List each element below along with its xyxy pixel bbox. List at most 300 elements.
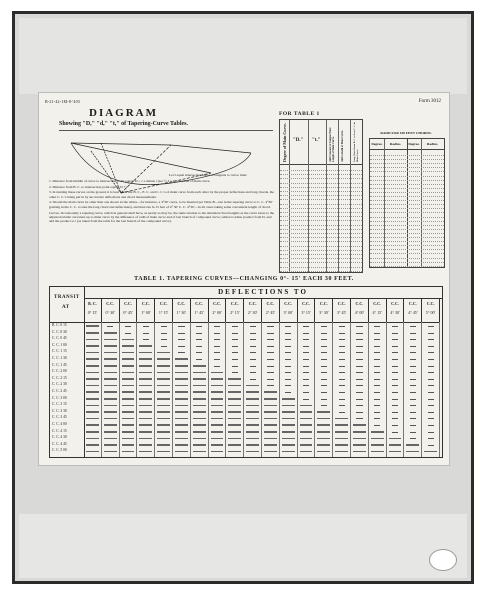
- empty-cell-dash: [143, 326, 149, 327]
- empty-cell-dash: [410, 425, 416, 426]
- empty-cell-dash: [356, 412, 362, 413]
- illegible-cell-value: [211, 444, 224, 446]
- illegible-cell-value: [300, 418, 313, 420]
- empty-cell-dash: [374, 346, 380, 347]
- empty-cell-dash: [285, 326, 291, 327]
- row-label: B. C. 0 15: [52, 323, 67, 327]
- column-degree-label: 2° 15': [230, 310, 240, 315]
- empty-cell-dash: [374, 385, 380, 386]
- illegible-cell-value: [371, 444, 384, 446]
- row-label: C. C. 0 30: [52, 329, 67, 334]
- illegible-cell-value: [264, 405, 277, 407]
- note-paragraph: 2. Distance from B. C. to intersection point equals D + t.: [49, 184, 129, 189]
- empty-cell-dash: [356, 333, 362, 334]
- illegible-cell-value: [317, 424, 330, 426]
- column-point-label: C.C.: [408, 301, 417, 306]
- empty-cell-dash: [267, 359, 273, 360]
- column-point-label: C.C.: [319, 301, 328, 306]
- note-paragraph: Curves. Occasionally a tapering curve, which in general shall have, as nearly as may be, the same relation to the tabulated chord lengths as the curve bears to the adjusted tabular curvature up to main curve by the difference of radii of main curve and of last branch of compound curve; subtract radius product from D, and add the product to t (as taken from the table for the last branch of the compound curve).: [49, 210, 275, 224]
- empty-cell-dash: [321, 392, 327, 393]
- illegible-cell-value: [157, 444, 170, 446]
- empty-cell-dash: [374, 359, 380, 360]
- radii-col-header: Radius.: [389, 142, 402, 146]
- empty-cell-dash: [339, 385, 345, 386]
- empty-cell-dash: [214, 346, 220, 347]
- illegible-cell-value: [211, 451, 224, 453]
- empty-cell-dash: [161, 346, 167, 347]
- empty-cell-dash: [374, 412, 380, 413]
- illegible-cell-value: [86, 444, 99, 446]
- row-label: C. C. 3 45: [52, 415, 67, 420]
- transit-label: TRANSIT: [54, 295, 80, 300]
- empty-cell-dash: [356, 339, 362, 340]
- row-label: C. C. 2 30: [52, 382, 67, 387]
- empty-cell-dash: [321, 339, 327, 340]
- empty-cell-dash: [392, 366, 398, 367]
- column-point-label: C.C.: [302, 301, 310, 306]
- empty-cell-dash: [250, 372, 256, 373]
- deflection-column: [404, 322, 422, 457]
- deflection-column-header: [137, 298, 155, 323]
- row-label: C. C. 0 45: [52, 336, 67, 341]
- illegible-cell-value: [122, 345, 135, 347]
- empty-cell-dash: [321, 326, 327, 327]
- illegible-cell-value: [157, 391, 170, 393]
- empty-cell-dash: [392, 326, 398, 327]
- illegible-cell-value: [389, 451, 402, 453]
- illegible-cell-value: [157, 365, 170, 367]
- empty-cell-dash: [250, 366, 256, 367]
- illegible-cell-value: [122, 411, 135, 413]
- illegible-cell-value: [246, 444, 259, 446]
- empty-cell-dash: [285, 339, 291, 340]
- document-sheet: [38, 92, 450, 466]
- illegible-cell-value: [86, 418, 99, 420]
- empty-cell-dash: [267, 372, 273, 373]
- column-degree-label: 3° 00': [283, 310, 293, 315]
- illegible-cell-value: [104, 444, 117, 446]
- at-label: AT: [62, 305, 70, 310]
- empty-cell-dash: [250, 326, 256, 327]
- illegible-cell-value: [193, 444, 206, 446]
- bottom-margin-band: [19, 514, 467, 578]
- empty-cell-dash: [125, 333, 131, 334]
- illegible-cell-value: [228, 418, 241, 420]
- empty-cell-dash: [232, 326, 238, 327]
- illegible-cell-value: [193, 418, 206, 420]
- illegible-cell-value: [86, 325, 99, 327]
- empty-cell-dash: [250, 339, 256, 340]
- illegible-cell-value: [228, 385, 241, 387]
- illegible-cell-value: [353, 444, 366, 446]
- illegible-cell-value: [157, 352, 170, 354]
- empty-cell-dash: [303, 392, 309, 393]
- illegible-cell-value: [264, 451, 277, 453]
- illegible-cell-value: [175, 398, 188, 400]
- empty-cell-dash: [285, 359, 291, 360]
- empty-cell-dash: [374, 352, 380, 353]
- illegible-cell-value: [228, 424, 241, 426]
- table1: [279, 119, 363, 273]
- illegible-cell-value: [211, 385, 224, 387]
- empty-cell-dash: [356, 392, 362, 393]
- illegible-cell-value: [157, 438, 170, 440]
- illegible-cell-value: [193, 378, 206, 380]
- empty-cell-dash: [303, 399, 309, 400]
- empty-cell-dash: [339, 366, 345, 367]
- empty-cell-dash: [428, 366, 434, 367]
- illegible-cell-value: [282, 438, 295, 440]
- illegible-cell-value: [157, 398, 170, 400]
- empty-cell-dash: [392, 379, 398, 380]
- column-point-label: C.C.: [177, 301, 186, 306]
- deflection-column-header: [404, 298, 422, 323]
- illegible-cell-value: [228, 411, 241, 413]
- divider: [59, 130, 273, 131]
- note-paragraph: Let I equal intersection angle of tangents to curve, then:: [169, 173, 248, 177]
- illegible-cell-value: [211, 411, 224, 413]
- empty-cell-dash: [356, 326, 362, 327]
- illegible-cell-value: [246, 418, 259, 420]
- empty-cell-dash: [303, 372, 309, 373]
- empty-cell-dash: [339, 326, 345, 327]
- empty-cell-dash: [196, 333, 202, 334]
- empty-cell-dash: [250, 359, 256, 360]
- illegible-cell-value: [300, 451, 313, 453]
- illegible-cell-value: [300, 438, 313, 440]
- illegible-cell-value: [86, 431, 99, 433]
- illegible-cell-value: [246, 385, 259, 387]
- tangent-line: [171, 145, 251, 153]
- chord-line: [71, 143, 211, 173]
- empty-cell-dash: [303, 359, 309, 360]
- transit-header: [50, 287, 85, 323]
- empty-cell-dash: [250, 346, 256, 347]
- column-degree-label: 2° 45': [265, 310, 276, 315]
- illegible-cell-value: [139, 358, 152, 360]
- deflection-column-header: [387, 298, 405, 323]
- empty-cell-dash: [339, 339, 345, 340]
- illegible-cell-value: [122, 438, 135, 440]
- illegible-cell-value: [193, 385, 206, 387]
- deflection-column-header: [422, 298, 440, 323]
- empty-cell-dash: [410, 359, 416, 360]
- column-point-label: C.C.: [355, 301, 364, 306]
- empty-cell-dash: [410, 333, 416, 334]
- empty-cell-dash: [321, 346, 327, 347]
- illegible-cell-value: [139, 352, 152, 354]
- table2: [49, 286, 443, 458]
- empty-cell-dash: [392, 333, 398, 334]
- empty-cell-dash: [374, 339, 380, 340]
- deflection-column-header: [315, 298, 333, 323]
- empty-cell-dash: [410, 418, 416, 419]
- deflection-column-header: [84, 298, 102, 323]
- radii-table-title: RADII FOR 100 FEET CHORDS.: [380, 131, 432, 135]
- illegible-cell-value: [193, 411, 206, 413]
- column-degree-label: 0° 30': [105, 310, 115, 315]
- empty-cell-dash: [410, 385, 416, 386]
- table1-title: FOR TABLE 1: [279, 111, 320, 117]
- radii-table: [369, 138, 445, 268]
- empty-cell-dash: [303, 339, 309, 340]
- empty-cell-dash: [374, 326, 380, 327]
- empty-cell-dash: [321, 333, 327, 334]
- empty-cell-dash: [321, 352, 327, 353]
- illegible-cell-value: [282, 431, 295, 433]
- empty-cell-dash: [428, 379, 434, 380]
- column-degree-label: 5° 00': [425, 310, 436, 315]
- column-point-label: C.C.: [141, 301, 150, 306]
- illegible-cell-value: [175, 451, 188, 453]
- table1-col-header: Add to Radii of Main Curve.: [341, 130, 344, 162]
- illegible-cell-value: [300, 431, 313, 433]
- notes-block: [49, 173, 277, 225]
- illegible-cell-value: [264, 438, 277, 440]
- deflection-column-header: [226, 298, 244, 323]
- illegible-cell-value: [211, 418, 224, 420]
- empty-cell-dash: [428, 432, 434, 433]
- empty-cell-dash: [392, 346, 398, 347]
- illegible-cell-value: [139, 385, 152, 387]
- empty-cell-dash: [303, 352, 309, 353]
- empty-cell-dash: [374, 418, 380, 419]
- empty-cell-dash: [428, 405, 434, 406]
- illegible-cell-value: [122, 431, 135, 433]
- illegible-cell-value: [246, 438, 259, 440]
- empty-cell-dash: [250, 352, 256, 353]
- illegible-cell-value: [264, 411, 277, 413]
- illegible-cell-value: [139, 378, 152, 380]
- empty-cell-dash: [303, 333, 309, 334]
- empty-cell-dash: [285, 366, 291, 367]
- empty-cell-dash: [428, 346, 434, 347]
- empty-cell-dash: [339, 352, 345, 353]
- empty-cell-dash: [428, 418, 434, 419]
- illegible-cell-value: [371, 438, 384, 440]
- row-label: C. C. 2 15: [52, 375, 67, 380]
- empty-cell-dash: [303, 385, 309, 386]
- illegible-cell-value: [139, 438, 152, 440]
- empty-cell-dash: [232, 352, 238, 353]
- empty-cell-dash: [285, 346, 291, 347]
- empty-cell-dash: [356, 352, 362, 353]
- empty-cell-dash: [392, 432, 398, 433]
- illegible-cell-value: [211, 372, 224, 374]
- empty-cell-dash: [232, 346, 238, 347]
- illegible-cell-value: [104, 418, 117, 420]
- column-degree-label: 0° 45': [123, 310, 133, 315]
- empty-cell-dash: [428, 445, 434, 446]
- table2-body: [50, 322, 442, 457]
- empty-cell-dash: [374, 399, 380, 400]
- empty-cell-dash: [267, 339, 273, 340]
- column-point-label: C.C.: [337, 301, 346, 306]
- note-paragraph: 3. In running these curves on the ground, it is best to fix the B. C., E. C. and C. C.'s of main curve from each other by the proper deflections and long chords, the other C. C.'s being put in by successive deflections and chord measurements.: [49, 190, 274, 199]
- empty-cell-dash: [392, 418, 398, 419]
- column-degree-label: 3° 30': [319, 310, 329, 315]
- empty-cell-dash: [392, 385, 398, 386]
- row-label: C. C. 1 30: [52, 356, 67, 360]
- illegible-cell-value: [86, 339, 99, 341]
- column-degree-label: 1° 15': [158, 310, 169, 315]
- empty-cell-dash: [267, 385, 273, 386]
- illegible-cell-value: [104, 378, 117, 380]
- row-label: C. C. 1 15: [52, 349, 67, 354]
- illegible-cell-value: [86, 358, 99, 360]
- empty-cell-dash: [356, 418, 362, 419]
- illegible-cell-value: [157, 451, 170, 453]
- empty-cell-dash: [356, 405, 362, 406]
- illegible-cell-value: [406, 444, 419, 446]
- illegible-cell-value: [122, 365, 135, 367]
- column-point-label: C.C.: [124, 301, 132, 306]
- column-point-label: C.C.: [159, 301, 168, 306]
- empty-cell-dash: [321, 399, 327, 400]
- column-degree-label: 1° 45': [194, 310, 204, 315]
- illegible-cell-value: [211, 438, 224, 440]
- illegible-cell-value: [246, 451, 259, 453]
- illegible-cell-value: [122, 424, 135, 426]
- empty-cell-dash: [392, 412, 398, 413]
- illegible-cell-value: [122, 378, 135, 380]
- illegible-cell-value: [282, 444, 295, 446]
- illegible-cell-value: [211, 431, 224, 433]
- row-label: C. C. 3 00: [52, 395, 67, 400]
- illegible-cell-value: [104, 332, 117, 334]
- illegible-cell-value: [139, 345, 152, 347]
- empty-cell-dash: [392, 425, 398, 426]
- empty-cell-dash: [303, 346, 309, 347]
- illegible-cell-value: [228, 378, 241, 380]
- empty-cell-dash: [410, 412, 416, 413]
- illegible-cell-value: [139, 444, 152, 446]
- empty-cell-dash: [196, 339, 202, 340]
- illegible-cell-value: [282, 418, 295, 420]
- deflection-column-header: [209, 298, 227, 323]
- deflection-column-header: [173, 298, 191, 323]
- illegible-cell-value: [139, 451, 152, 453]
- column-degree-label: 1° 00': [141, 310, 151, 315]
- illegible-cell-value: [86, 391, 99, 393]
- header-code: B-21-42-1M-8-'403: [45, 99, 81, 104]
- illegible-cell-value: [175, 424, 188, 426]
- deflection-column-header: [351, 298, 369, 323]
- row-label: C. C. 2 00: [52, 369, 67, 374]
- illegible-cell-value: [353, 431, 366, 433]
- illegible-cell-value: [317, 411, 330, 413]
- column-point-label: C.C.: [213, 301, 221, 306]
- column-point-label: C.C.: [248, 301, 257, 306]
- empty-cell-dash: [321, 405, 327, 406]
- empty-cell-dash: [161, 339, 167, 340]
- illegible-cell-value: [86, 451, 99, 453]
- column-degree-label: 1° 30': [176, 310, 187, 315]
- column-degree-label: 0° 15': [87, 310, 98, 315]
- illegible-cell-value: [122, 398, 135, 400]
- illegible-cell-value: [157, 385, 170, 387]
- illegible-cell-value: [389, 444, 402, 446]
- empty-cell-dash: [410, 346, 416, 347]
- column-point-label: C.C.: [284, 301, 293, 306]
- illegible-cell-value: [228, 405, 241, 407]
- empty-cell-dash: [321, 372, 327, 373]
- empty-cell-dash: [143, 333, 149, 334]
- empty-cell-dash: [178, 333, 184, 334]
- illegible-cell-value: [122, 339, 135, 341]
- illegible-cell-value: [86, 385, 99, 387]
- illegible-cell-value: [335, 438, 348, 440]
- illegible-cell-value: [122, 358, 135, 360]
- tangent-line: [71, 143, 171, 145]
- empty-cell-dash: [232, 333, 238, 334]
- empty-cell-dash: [232, 359, 238, 360]
- empty-cell-dash: [232, 339, 238, 340]
- illegible-cell-value: [104, 431, 117, 433]
- empty-cell-dash: [285, 392, 291, 393]
- illegible-cell-value: [175, 358, 188, 360]
- illegible-cell-value: [104, 391, 117, 393]
- illegible-cell-value: [122, 451, 135, 453]
- empty-cell-dash: [356, 346, 362, 347]
- illegible-cell-value: [175, 378, 188, 380]
- empty-cell-dash: [339, 399, 345, 400]
- empty-cell-dash: [410, 372, 416, 373]
- empty-cell-dash: [214, 352, 220, 353]
- row-label: C. C. 3 30: [52, 408, 67, 413]
- row-labels: [50, 322, 85, 457]
- empty-cell-dash: [392, 359, 398, 360]
- illegible-cell-value: [175, 418, 188, 420]
- empty-cell-dash: [356, 366, 362, 367]
- illegible-cell-value: [139, 365, 152, 367]
- illegible-cell-value: [86, 372, 99, 374]
- illegible-cell-value: [211, 391, 224, 393]
- deflections-header: DEFLECTIONS TO: [84, 287, 442, 299]
- illegible-cell-value: [86, 405, 99, 407]
- empty-cell-dash: [339, 346, 345, 347]
- illegible-cell-value: [86, 365, 99, 367]
- empty-cell-dash: [214, 326, 220, 327]
- illegible-cell-value: [157, 418, 170, 420]
- empty-cell-dash: [196, 326, 202, 327]
- illegible-cell-value: [335, 431, 348, 433]
- empty-cell-dash: [374, 366, 380, 367]
- empty-cell-dash: [285, 385, 291, 386]
- empty-cell-dash: [356, 359, 362, 360]
- illegible-cell-value: [335, 418, 348, 420]
- illegible-cell-value: [246, 405, 259, 407]
- empty-cell-dash: [410, 326, 416, 327]
- row-label: C. C. 4 15: [52, 428, 67, 433]
- illegible-cell-value: [193, 398, 206, 400]
- illegible-cell-value: [157, 431, 170, 433]
- illegible-cell-value: [353, 451, 366, 453]
- empty-cell-dash: [339, 359, 345, 360]
- empty-cell-dash: [250, 333, 256, 334]
- empty-cell-dash: [392, 372, 398, 373]
- illegible-cell-value: [317, 418, 330, 420]
- deflection-column-header: [102, 298, 120, 323]
- illegible-cell-value: [193, 405, 206, 407]
- illegible-cell-value: [104, 398, 117, 400]
- column-point-label: C.C.: [266, 301, 275, 306]
- illegible-cell-value: [122, 444, 135, 446]
- deflection-column-header: [280, 298, 298, 323]
- empty-cell-dash: [428, 339, 434, 340]
- illegible-cell-value: [104, 365, 117, 367]
- illegible-cell-value: [104, 352, 117, 354]
